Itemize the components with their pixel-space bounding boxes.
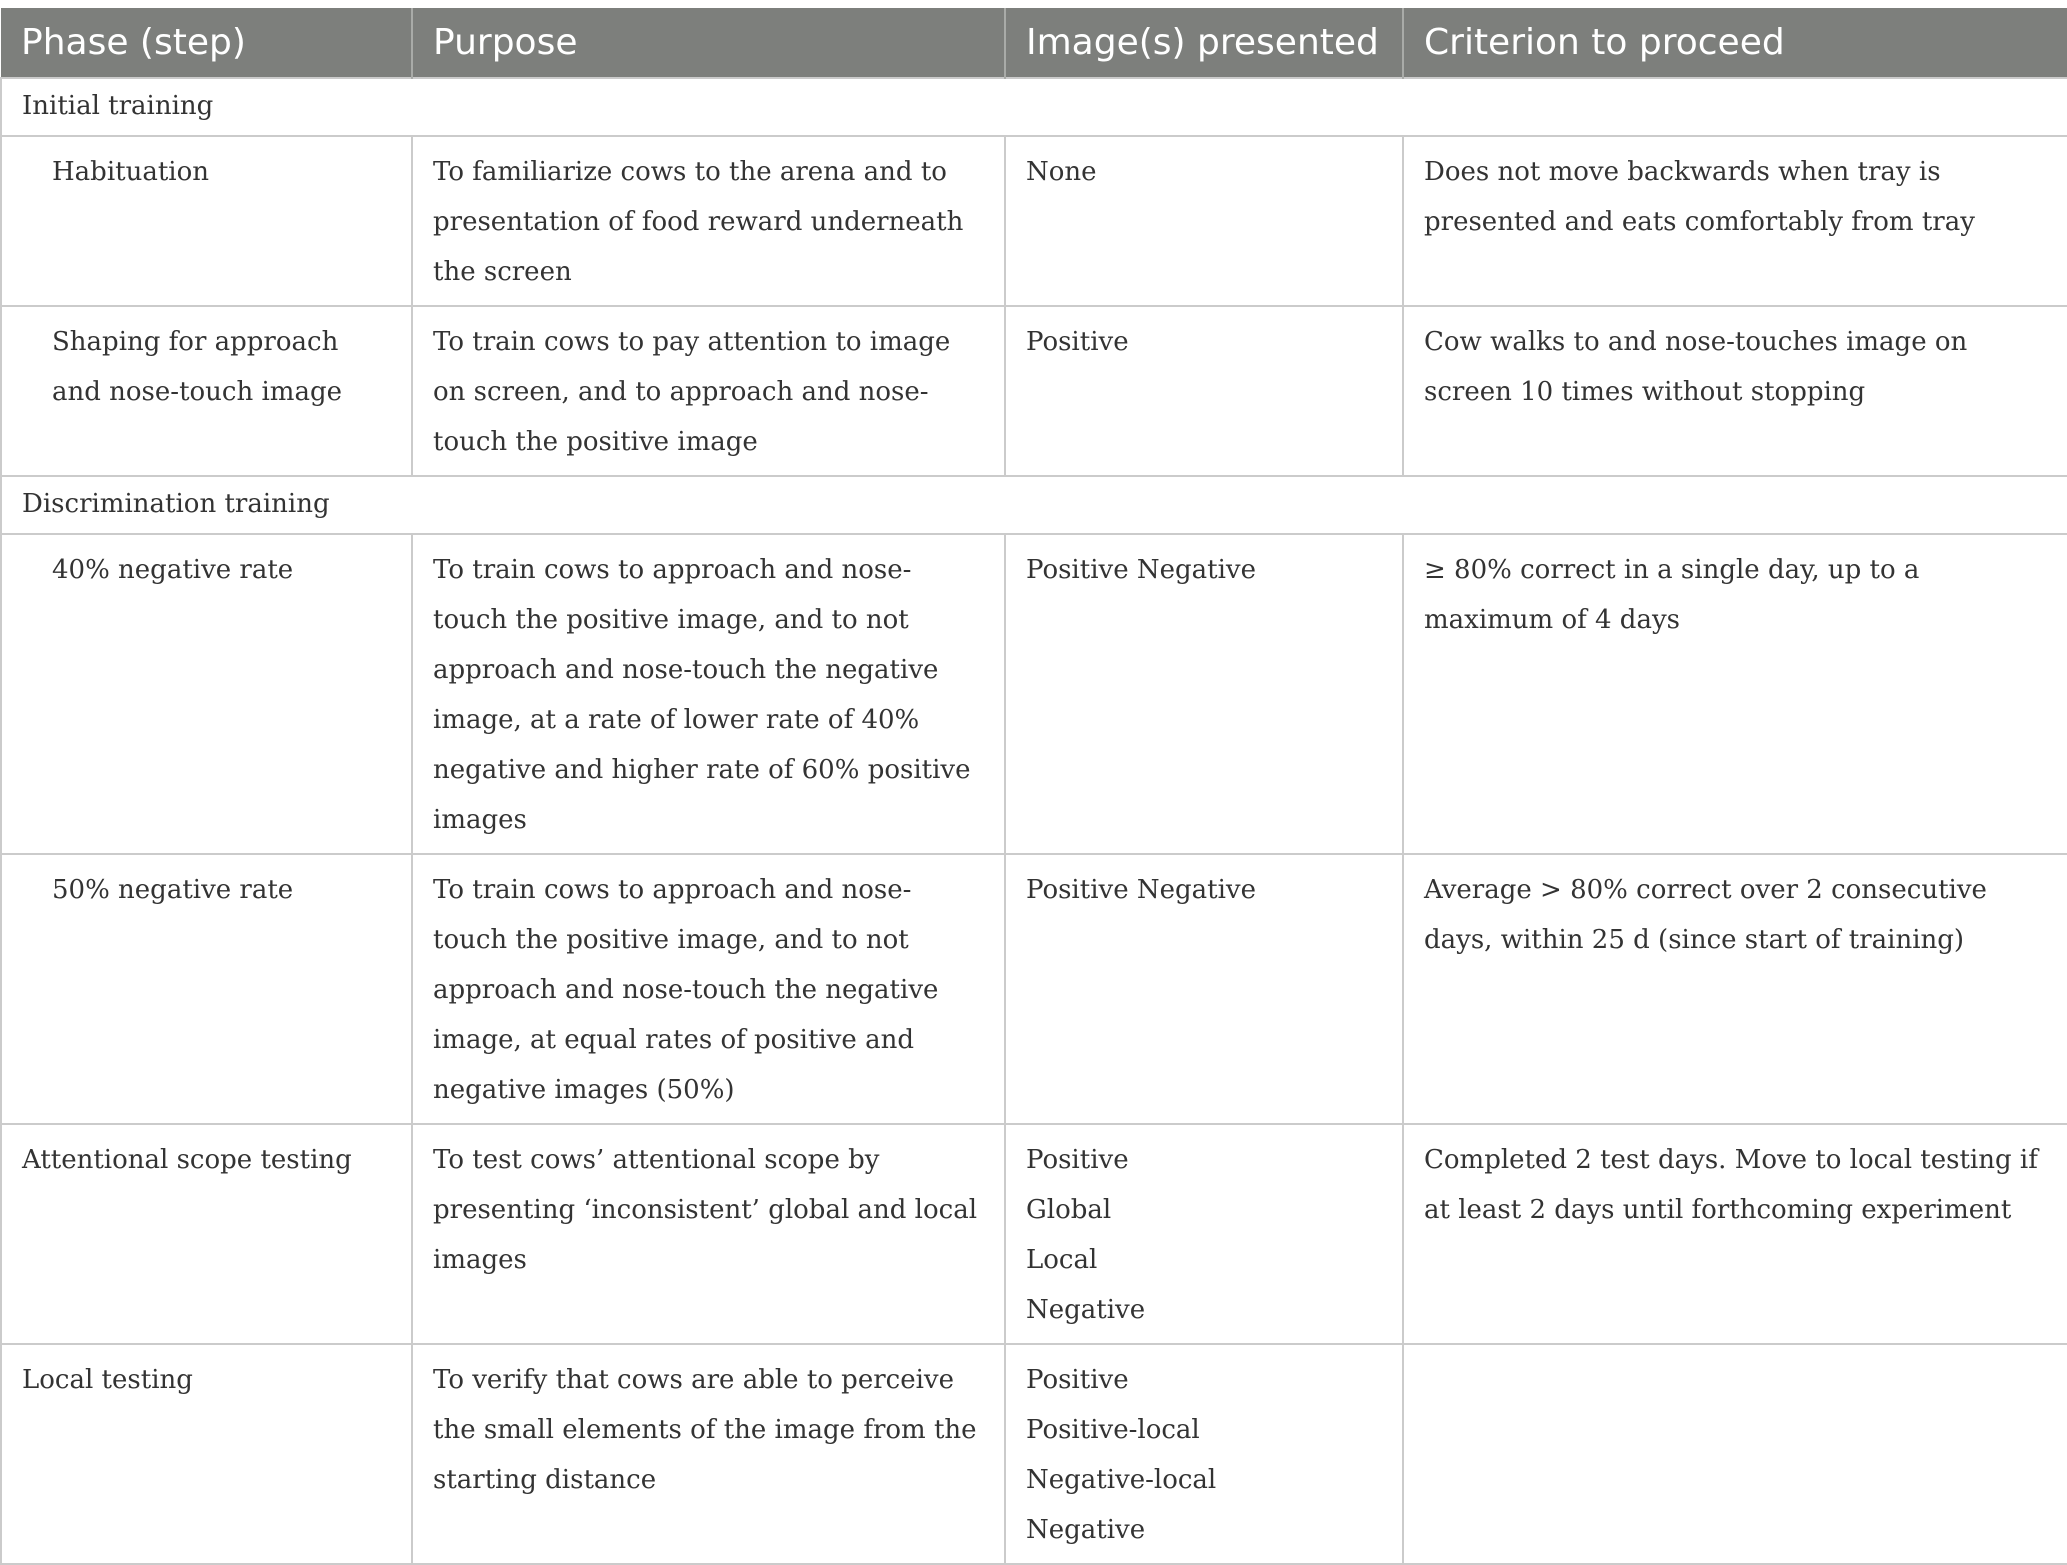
purpose-cell: To train cows to pay attention to image on screen, and to approach and nose-touch the positive image xyxy=(412,306,1005,476)
image-item: Positive xyxy=(1026,1145,1129,1175)
header-images: Image(s) presented xyxy=(1005,8,1403,78)
table-row xyxy=(1,1344,2067,1564)
table-row xyxy=(1,136,2067,306)
section-row xyxy=(1,78,2067,136)
phase-cell: Local testing xyxy=(1,1344,412,1564)
images-cell: None xyxy=(1005,136,1403,306)
image-item: Negative xyxy=(1026,1295,1146,1325)
image-item: Positive-local xyxy=(1026,1415,1200,1445)
image-item: Negative xyxy=(1026,1515,1146,1545)
phase-cell: Habituation xyxy=(1,136,412,306)
purpose-cell: To train cows to approach and nose-touch the positive image, and to not approach and nose-touch the negative image, at equal rates of positive and negative images (50%) xyxy=(412,854,1005,1124)
image-item: Global xyxy=(1026,1195,1112,1225)
phase-cell: 40% negative rate xyxy=(1,534,412,854)
criterion-cell: ≥ 80% correct in a single day, up to a maximum of 4 days xyxy=(1403,534,2067,854)
criterion-cell: Does not move backwards when tray is presented and eats comfortably from tray xyxy=(1403,136,2067,306)
header-criterion: Criterion to proceed xyxy=(1403,8,2067,78)
images-cell: Positive Negative xyxy=(1005,534,1403,854)
purpose-cell: To familiarize cows to the arena and to presentation of food reward underneath the screen xyxy=(412,136,1005,306)
phase-cell: Shaping for approach and nose-touch image xyxy=(1,306,412,476)
header-row xyxy=(1,8,2067,78)
table-row xyxy=(1,854,2067,1124)
criterion-cell: Completed 2 test days. Move to local testing if at least 2 days until forthcoming experiment xyxy=(1403,1124,2067,1344)
criterion-cell: Average > 80% correct over 2 consecutive days, within 25 d (since start of training) xyxy=(1403,854,2067,1124)
criterion-cell xyxy=(1403,1344,2067,1564)
phase-cell: 50% negative rate xyxy=(1,854,412,1124)
purpose-cell: To train cows to approach and nose-touch the positive image, and to not approach and nose-touch the negative image, at a rate of lower rate of 40% negative and higher rate of 60% positive images xyxy=(412,534,1005,854)
table-row xyxy=(1,306,2067,476)
image-item: Local xyxy=(1026,1245,1098,1275)
images-cell xyxy=(1005,1344,1403,1564)
section-discrimination-training: Discrimination training xyxy=(1,476,2067,534)
images-cell: Positive Negative xyxy=(1005,854,1403,1124)
purpose-cell: To test cows’ attentional scope by presenting ‘inconsistent’ global and local images xyxy=(412,1124,1005,1344)
image-item: Negative-local xyxy=(1026,1465,1217,1495)
table-row xyxy=(1,1124,2067,1344)
purpose-cell: To verify that cows are able to perceive the small elements of the image from the starting distance xyxy=(412,1344,1005,1564)
images-cell xyxy=(1005,1124,1403,1344)
criterion-cell: Cow walks to and nose-touches image on screen 10 times without stopping xyxy=(1403,306,2067,476)
phase-table xyxy=(0,8,2067,1565)
header-purpose: Purpose xyxy=(412,8,1005,78)
images-cell: Positive xyxy=(1005,306,1403,476)
header-phase: Phase (step) xyxy=(1,8,412,78)
section-row xyxy=(1,476,2067,534)
table-row xyxy=(1,534,2067,854)
image-item: Positive xyxy=(1026,1365,1129,1395)
phase-cell: Attentional scope testing xyxy=(1,1124,412,1344)
section-initial-training: Initial training xyxy=(1,78,2067,136)
